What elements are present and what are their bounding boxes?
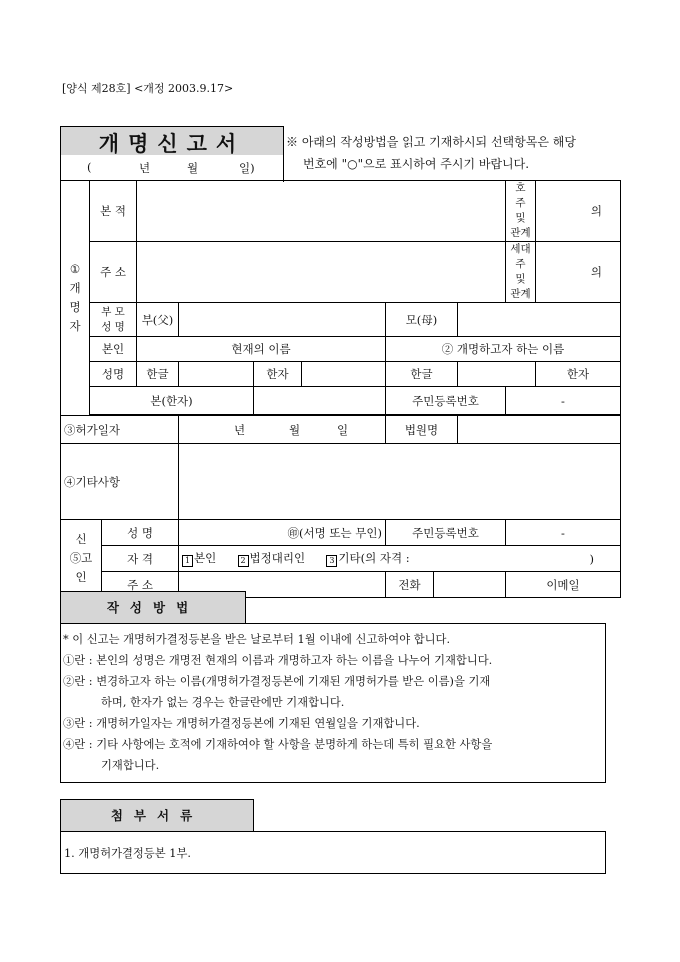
phone-label: 전화 xyxy=(386,572,434,598)
howto-title: 작성방법 xyxy=(60,591,246,624)
email-label: 이메일 xyxy=(506,572,621,598)
howto-box xyxy=(60,623,606,783)
option-other-label: 기타(의 자격 : xyxy=(338,551,410,565)
phone-field[interactable] xyxy=(434,572,506,598)
court-label: 법원명 xyxy=(386,416,458,444)
reporter-rrn-label: 주민등록번호 xyxy=(386,520,506,546)
household-head-label: 세대주 및 관계 xyxy=(506,242,536,303)
instruction-notice xyxy=(286,131,616,175)
howto-line: ③란 : 개명허가일자는 개명허가결정등본에 기재된 연월일을 기재합니다. xyxy=(63,717,420,730)
hoju-relation-label: 호 주 및 관계 xyxy=(506,181,536,242)
parents-label: 부 모 성 명 xyxy=(90,303,137,337)
form-number: [양식 제28호] <개정 2003.9.17> xyxy=(62,82,234,95)
new-hanja-label: 한자 xyxy=(536,362,621,387)
qualification-options xyxy=(179,546,621,572)
date-month: 월 xyxy=(187,161,199,175)
permission-date-field[interactable]: 년 월 일 xyxy=(179,416,386,444)
father-field[interactable] xyxy=(179,303,386,337)
howto-line: ①란 : 본인의 성명은 개명전 현재의 이름과 개명하고자 하는 이름을 나누어 기재합니다. xyxy=(63,654,493,667)
new-name-header: ② 개명하고자 하는 이름 xyxy=(386,337,621,362)
reporter-name-field[interactable]: ㊞(서명 또는 무인) xyxy=(179,520,386,546)
address-label: 주 소 xyxy=(90,242,137,303)
rrn-label: 주민등록번호 xyxy=(386,387,506,415)
current-hanja-label: 한자 xyxy=(254,362,302,387)
qualification-label: 자 격 xyxy=(102,546,179,572)
mother-label: 모(母) xyxy=(386,303,458,337)
new-hangul-label: 한글 xyxy=(386,362,458,387)
bon-hanja-field[interactable] xyxy=(254,387,386,415)
rrn-field[interactable]: - xyxy=(506,387,621,415)
reporter-rrn-field[interactable]: - xyxy=(506,520,621,546)
attachments-box xyxy=(60,831,606,874)
howto-line: ④란 : 기타 사항에는 호적에 기재하여야 할 사항을 분명하게 하는데 특히 필요한 사항을 xyxy=(63,738,493,751)
reporter-label: 신 ⑤고 인 xyxy=(61,520,102,598)
option-self-label: 본인 xyxy=(194,551,217,565)
name-label: 성명 xyxy=(90,362,137,387)
attachments-title: 첨부서류 xyxy=(60,799,254,832)
section1-label: ① 개 명 자 xyxy=(61,181,90,416)
attachment-item: 1. 개명허가결정등본 1부. xyxy=(64,847,191,860)
date-day: 일) xyxy=(239,161,255,175)
howto-line: ②란 : 변경하고자 하는 이름(개명허가결정등본에 기재된 개명허가를 받은 이름)을 기재 xyxy=(63,675,491,688)
close-paren: ) xyxy=(589,552,594,566)
date-open: ( xyxy=(87,160,92,174)
howto-line: 기재합니다. xyxy=(101,759,160,772)
current-name-header: 현재의 이름 xyxy=(137,337,386,362)
other-matters-field[interactable] xyxy=(179,444,621,520)
date-year: 년 xyxy=(139,161,151,175)
howto-line: * 이 신고는 개명허가결정등본을 받은 날로부터 1월 이내에 신고하여야 합니다. xyxy=(63,633,451,646)
permission-date-label: ③허가일자 xyxy=(61,416,179,444)
bonjeok-field[interactable] xyxy=(137,181,506,242)
option-2-checkbox[interactable]: 2 xyxy=(238,555,249,567)
howto-line: 하며, 한자가 없는 경우는 한글란에만 기재합니다. xyxy=(101,696,345,709)
current-hangul-label: 한글 xyxy=(137,362,179,387)
bonjeok-label: 본 적 xyxy=(90,181,137,242)
reporter-address-label: 주 소 xyxy=(102,572,179,598)
mother-field[interactable] xyxy=(458,303,621,337)
option-legal-rep-label: 법정대리인 xyxy=(249,551,306,565)
address-field[interactable] xyxy=(137,242,506,303)
current-hangul-field[interactable] xyxy=(179,362,254,387)
father-label: 부(父) xyxy=(137,303,179,337)
new-hangul-field[interactable] xyxy=(458,362,536,387)
reporter-name-label: 성 명 xyxy=(102,520,179,546)
option-1-checkbox[interactable]: 1 xyxy=(182,555,193,567)
court-field[interactable] xyxy=(458,416,621,444)
household-head-field[interactable]: 의 xyxy=(536,242,621,303)
hoju-relation-field[interactable]: 의 xyxy=(536,181,621,242)
notice-line-1: ※ 아래의 작성방법을 읽고 기재하시되 선택항목은 해당 xyxy=(286,135,576,149)
other-matters-label: ④기타사항 xyxy=(61,444,179,520)
bon-hanja-label: 본(한자) xyxy=(90,387,254,415)
current-hanja-field[interactable] xyxy=(302,362,386,387)
notice-line-2: 번호에 "○"으로 표시하여 주시기 바랍니다. xyxy=(303,157,530,171)
self-label: 본인 xyxy=(90,337,137,362)
document-title: 개명신고서 xyxy=(98,131,246,156)
title-box xyxy=(60,126,284,182)
main-form-table xyxy=(60,180,621,598)
option-3-checkbox[interactable]: 3 xyxy=(326,555,337,567)
